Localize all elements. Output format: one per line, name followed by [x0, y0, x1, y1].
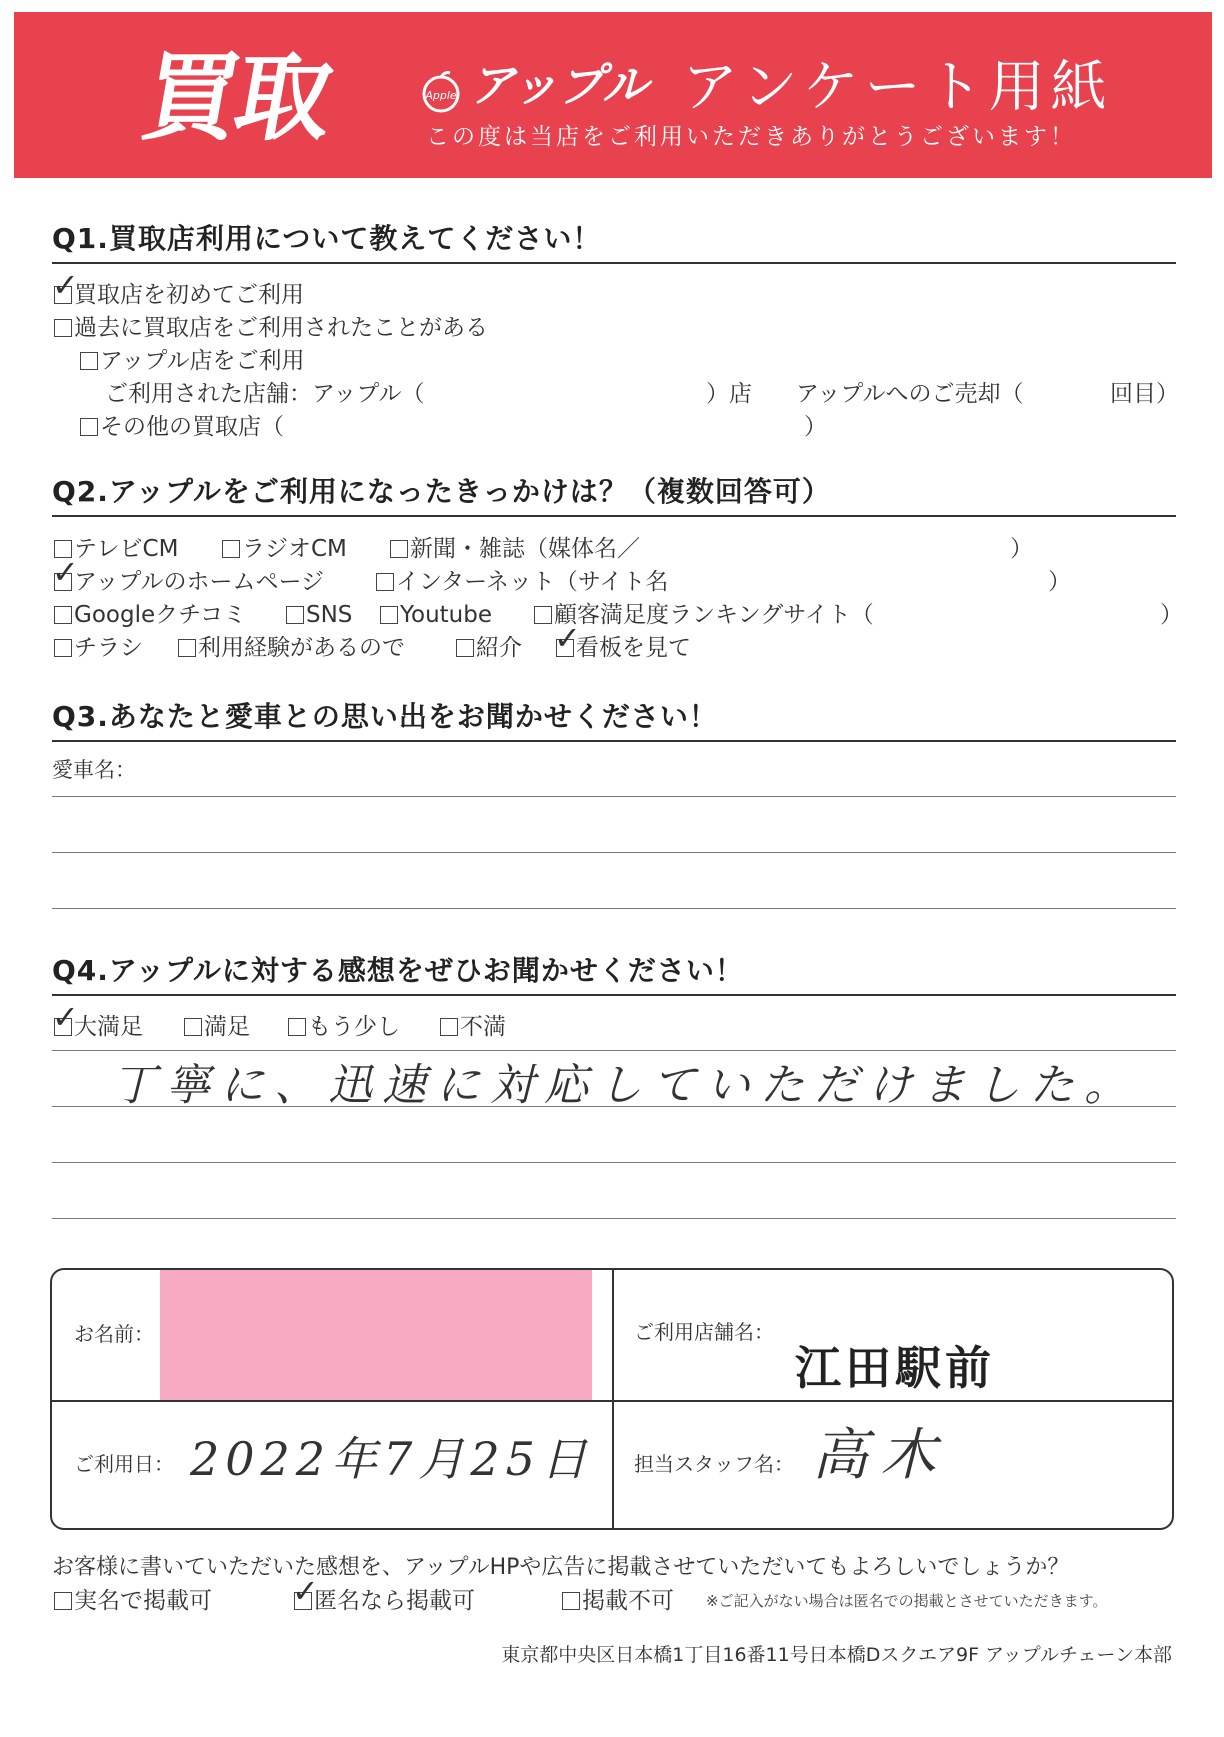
staff-value-handwritten: 高木 [812, 1423, 948, 1488]
form-subtitle: この度は当店をご利用いただきありがとうございます！ [426, 124, 1076, 150]
checkbox[interactable] [440, 1018, 458, 1036]
q4-option-very-satisfied[interactable] [54, 1016, 143, 1039]
checkbox[interactable] [54, 1592, 72, 1610]
q4-heading: Q4.アップルに対する感想をぜひお聞かせください！ [52, 954, 1176, 996]
q4-option-dissatisfied[interactable] [440, 1016, 506, 1039]
q1-other-store-close: ） [804, 414, 827, 440]
q3-line-3 [52, 908, 1176, 909]
header-banner [14, 12, 1212, 178]
date-value-handwritten: 2022年7月25日 [190, 1432, 593, 1486]
table-horizontal-divider [52, 1400, 1172, 1402]
option-label: チラシ [74, 635, 143, 661]
checkbox[interactable] [80, 352, 98, 370]
q3-heading: Q3.あなたと愛車との思い出をお聞かせください！ [52, 700, 1176, 742]
option-label: テレビCM [74, 536, 179, 562]
q2-option-radio[interactable] [222, 538, 347, 561]
q2-option-newspaper[interactable] [390, 538, 640, 561]
checkbox[interactable] [390, 540, 408, 558]
checkbox[interactable] [54, 639, 72, 657]
option-label: インターネット（サイト名 [396, 569, 669, 595]
store-prefix: ご利用された店舗：アップル（ [105, 381, 425, 407]
option-label: 実名で掲載可 [74, 1588, 212, 1614]
q1-option-other-store[interactable] [80, 416, 284, 439]
checkbox-checked[interactable] [54, 1018, 72, 1036]
checkbox[interactable] [534, 606, 552, 624]
q4-line-2 [52, 1106, 1176, 1107]
q2-option-sns[interactable] [286, 604, 352, 627]
option-label: 満足 [204, 1014, 250, 1040]
q3-car-name-label: 愛車名： [52, 758, 136, 782]
checkbox[interactable] [54, 606, 72, 624]
option-label: 買取店を初めてご利用 [74, 282, 304, 308]
q2-option-referral[interactable] [456, 637, 522, 660]
q1-store-suffix: ）店 [706, 381, 752, 407]
q4-option-a-little-more[interactable] [288, 1016, 400, 1039]
q4-line-3 [52, 1162, 1176, 1163]
checkbox[interactable] [80, 418, 98, 436]
checkbox[interactable] [178, 639, 196, 657]
consent-note: ※ご記入がない場合は匿名での掲載とさせていただきます。 [706, 1592, 1108, 1610]
q2-option-internet[interactable] [376, 571, 668, 594]
q4-option-satisfied[interactable] [184, 1016, 250, 1039]
option-label: 利用経験があるので [198, 635, 405, 661]
apple-logo-text: Apple [425, 89, 457, 102]
checkbox[interactable] [288, 1018, 306, 1036]
consent-question: お客様に書いていただいた感想を、アップルHPや広告に掲載させていただいてもよろしいでしょうか？ [52, 1555, 1070, 1580]
q2-ranking-close: ） [1160, 602, 1183, 628]
q2-newspaper-close: ） [1010, 536, 1033, 562]
option-label: ラジオCM [242, 536, 347, 562]
option-label: Googleクチコミ [74, 602, 247, 628]
q1-option-used-before[interactable] [54, 317, 488, 340]
q1-option-first-time[interactable] [54, 284, 304, 307]
apple-logo-icon [419, 70, 463, 114]
store-value: 江田駅前 [795, 1341, 995, 1395]
checkbox[interactable] [456, 639, 474, 657]
q2-option-experience[interactable] [178, 637, 405, 660]
kaitori-logo-text: 買取 [134, 42, 338, 154]
brand-name: アップル [469, 58, 648, 112]
checkbox-checked[interactable] [54, 286, 72, 304]
checkbox[interactable] [562, 1592, 580, 1610]
q2-option-google[interactable] [54, 604, 246, 627]
consent-option-not-allowed[interactable] [562, 1590, 674, 1613]
form-title: アンケート用紙 [682, 55, 1113, 120]
table-vertical-divider [612, 1270, 614, 1528]
q4-comment-handwritten: 丁寧に、迅速に対応していただけました。 [112, 1060, 1138, 1111]
q1-sale-count-prefix: アップルへのご売却（ [796, 381, 1024, 407]
q2-option-flyer[interactable] [54, 637, 143, 660]
option-label: その他の買取店（ [100, 414, 284, 440]
option-label: アップルのホームページ [74, 569, 325, 595]
staff-label: 担当スタッフ名： [634, 1452, 794, 1476]
checkbox[interactable] [376, 573, 394, 591]
checkbox-checked[interactable] [54, 573, 72, 591]
option-label: 過去に買取店をご利用されたことがある [74, 315, 488, 341]
q2-heading: Q2.アップルをご利用になったきっかけは？（複数回答可） [52, 475, 1176, 517]
q1-heading: Q1.買取店利用について教えてください！ [52, 222, 1176, 264]
q1-option-apple-store[interactable] [80, 350, 304, 373]
option-label: アップル店をご利用 [100, 348, 305, 374]
q2-internet-close: ） [1048, 569, 1071, 595]
option-label: SNS [306, 602, 353, 628]
checkbox-checked[interactable] [294, 1592, 312, 1610]
name-label: お名前： [74, 1322, 154, 1346]
checkbox-checked[interactable] [556, 639, 574, 657]
consent-option-anonymous[interactable] [294, 1590, 475, 1613]
q3-line-1 [52, 796, 1176, 797]
option-label: Youtube [400, 602, 492, 628]
q3-line-2 [52, 852, 1176, 853]
option-label: 掲載不可 [582, 1588, 674, 1614]
option-label: 匿名なら掲載可 [314, 1588, 475, 1614]
q2-option-homepage[interactable] [54, 571, 324, 594]
store-label: ご利用店舗名： [634, 1320, 774, 1344]
option-label: 大満足 [74, 1014, 143, 1040]
option-label: 新聞・雑誌（媒体名／ [410, 536, 640, 562]
option-label: 看板を見て [576, 635, 691, 661]
q1-sale-count-suffix: 回目） [1110, 381, 1179, 407]
consent-option-real-name[interactable] [54, 1590, 212, 1613]
q2-option-ranking[interactable] [534, 604, 874, 627]
checkbox[interactable] [380, 606, 398, 624]
checkbox[interactable] [222, 540, 240, 558]
option-label: 顧客満足度ランキングサイト（ [554, 602, 874, 628]
checkbox[interactable] [286, 606, 304, 624]
date-label: ご利用日： [74, 1452, 174, 1476]
option-label: 紹介 [476, 635, 522, 661]
checkbox[interactable] [54, 319, 72, 337]
q1-store-name-field [105, 383, 424, 406]
q4-line-4 [52, 1218, 1176, 1219]
q2-option-youtube[interactable] [380, 604, 492, 627]
footer-address: 東京都中央区日本橋1丁目16番11号日本橋Dスクエア9F アップルチェーン本部 [501, 1644, 1172, 1666]
q2-option-signboard[interactable] [556, 637, 691, 660]
q4-line-1 [52, 1050, 1176, 1051]
option-label: もう少し [308, 1014, 400, 1040]
option-label: 不満 [460, 1014, 506, 1040]
checkbox[interactable] [184, 1018, 202, 1036]
name-redaction [160, 1270, 592, 1400]
